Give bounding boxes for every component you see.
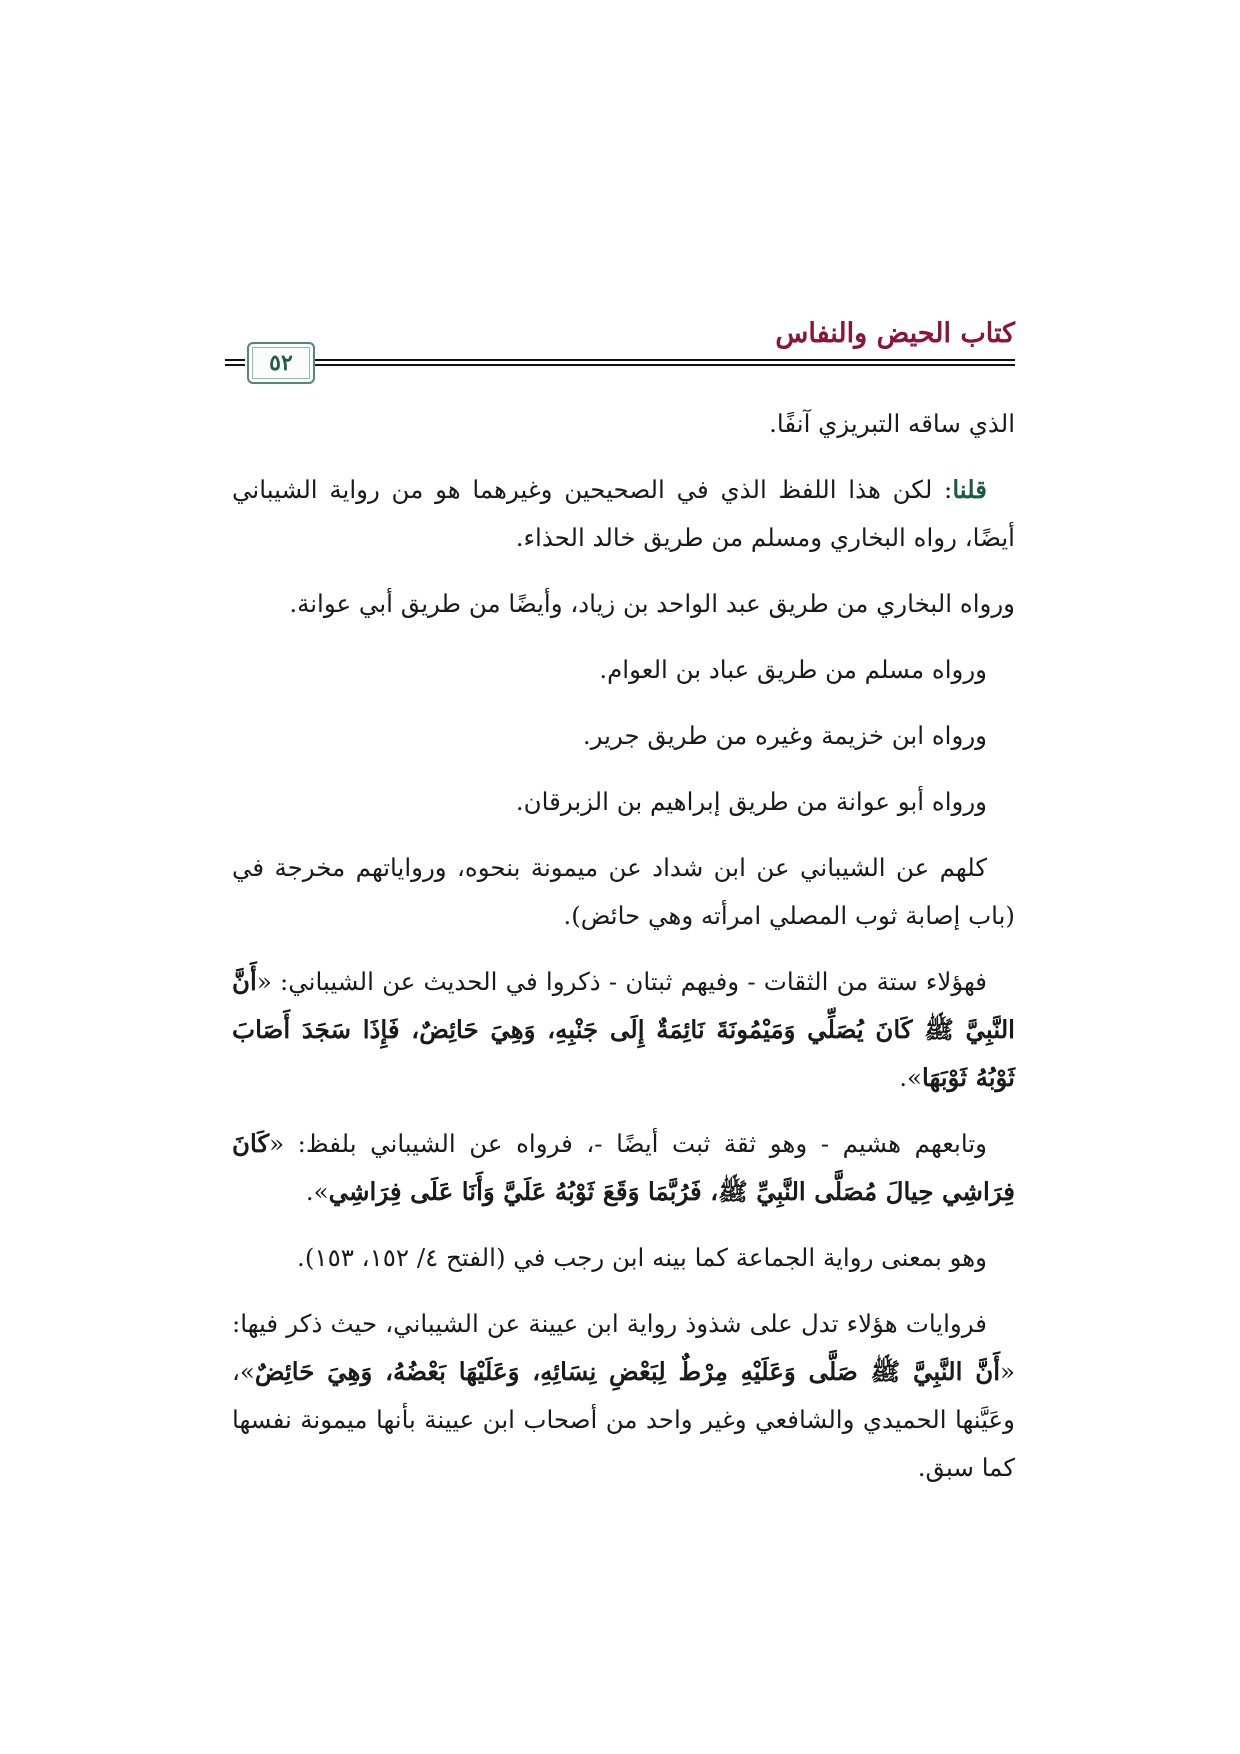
book-title: كتاب الحيض والنفاس: [775, 318, 1015, 349]
paragraph: [232, 580, 1015, 628]
paragraph: [232, 958, 1015, 1102]
header-rule: [315, 364, 1015, 366]
paragraph-text: ورواه أبو عوانة من طريق إبراهيم بن الزبرقان.: [515, 787, 987, 816]
paragraph-text: فروايات هؤلاء تدل على شذوذ رواية ابن عيينة عن الشيباني، حيث ذكر فيها: «: [232, 1309, 1015, 1386]
paragraph-text: ».: [305, 1177, 329, 1206]
hadith-quote: كَانَ فِرَاشِي حِيالَ مُصَلَّى النَّبِيِّ ﷺ، فَرُبَّمَا وَقَعَ ثَوْبُهُ عَلَيَّ وَأَنَا عَلَى فِرَاشِي: [232, 1129, 1015, 1206]
paragraph-text: ورواه البخاري من طريق عبد الواحد بن زياد، وأيضًا من طريق أبي عوانة.: [289, 589, 1015, 618]
page-number-frame: [247, 342, 315, 384]
hadith-quote: أَنَّ النَّبِيَّ ﷺ صَلَّى وَعَلَيْهِ مِرْطٌ لِبَعْضِ نِسَائِهِ، وَعَلَيْهَا بَعْضُهُ، وَهِيَ حَائِضٌ: [254, 1357, 1000, 1386]
header-rule: [225, 359, 245, 361]
paragraph-text: ورواه مسلم من طريق عباد بن العوام.: [599, 655, 987, 684]
paragraph: [232, 1234, 1015, 1282]
paragraph-text: ».: [899, 1063, 922, 1092]
hadith-quote: أَنَّ النَّبِيَّ ﷺ كَانَ يُصَلِّي وَمَيْمُونَةَ نَائِمَةٌ إِلَى جَنْبِهِ، وَهِيَ حَائِضٌ، فَإِذَا سَجَدَ أَصَابَ ثَوْبُهُ ثَوْبَهَا: [232, 967, 1015, 1092]
page-header: [225, 318, 1015, 388]
paragraph: [232, 646, 1015, 694]
paragraph: [232, 712, 1015, 760]
page-number: ٥٢: [269, 350, 293, 376]
paragraph-text: ورواه ابن خزيمة وغيره من طريق جرير.: [582, 721, 987, 750]
paragraph-text: كلهم عن الشيباني عن ابن شداد عن ميمونة بنحوه، ورواياتهم مخرجة في (باب إصابة ثوب المصلي امرأته وهي حائض).: [232, 853, 1015, 930]
paragraph: [232, 466, 1015, 562]
page-body: [232, 400, 1015, 1510]
paragraph-text: : لكن هذا اللفظ الذي في الصحيحين وغيرهما هو من رواية الشيباني أيضًا، رواه البخاري ومسلم من طريق خالد الحذاء.: [232, 475, 1015, 552]
paragraph: [232, 844, 1015, 940]
paragraph: [232, 400, 1015, 448]
header-rule: [315, 359, 1015, 361]
paragraph: [232, 1300, 1015, 1492]
paragraph: [232, 778, 1015, 826]
header-rule: [225, 364, 245, 366]
paragraph-text: فهؤلاء ستة من الثقات - وفيهم ثبتان - ذكروا في الحديث عن الشيباني: «: [256, 967, 987, 996]
lead-word: قلنا: [952, 475, 987, 504]
paragraph-text: وتابعهم هشيم - وهو ثقة ثبت أيضًا -، فرواه عن الشيباني بلفظ: «: [269, 1129, 987, 1158]
paragraph: [232, 1120, 1015, 1216]
paragraph-text: »، وعَيَّنها الحميدي والشافعي وغير واحد من أصحاب ابن عيينة بأنها ميمونة نفسها كما سبق.: [232, 1357, 1015, 1482]
paragraph-text: الذي ساقه التبريزي آنفًا.: [769, 409, 1015, 438]
paragraph-text: وهو بمعنى رواية الجماعة كما بينه ابن رجب في (الفتح ٤/ ١٥٢، ١٥٣).: [297, 1243, 987, 1272]
